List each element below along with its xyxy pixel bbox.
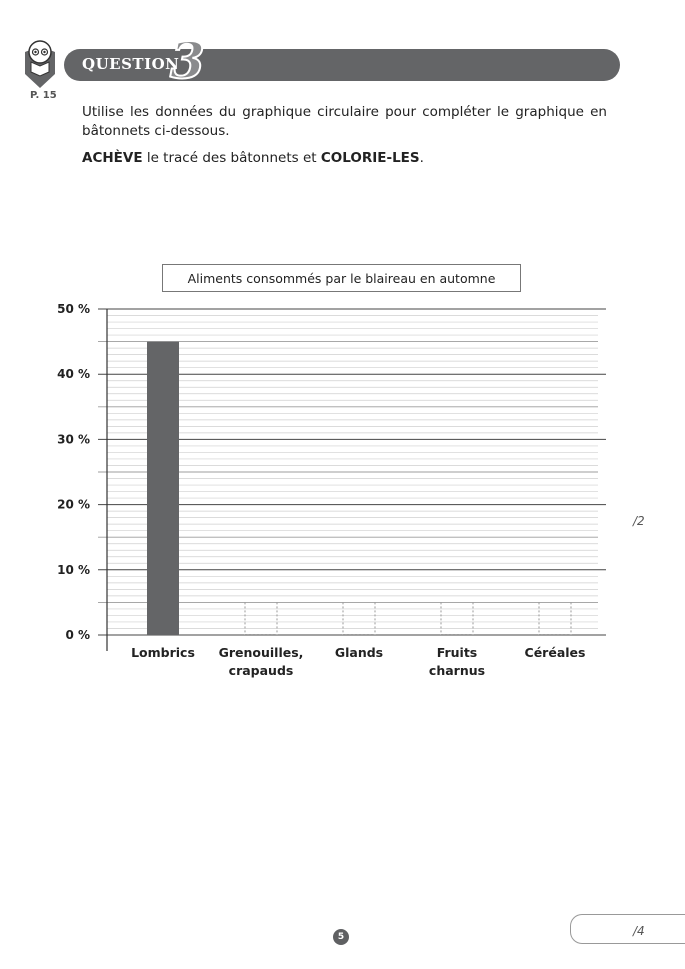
- score-question: /2: [633, 514, 645, 528]
- bar-placeholder-2: [343, 602, 375, 635]
- bar-placeholder-3: [441, 602, 473, 635]
- x-category-label: charnus: [428, 663, 486, 678]
- y-tick-label: 0 %: [65, 628, 90, 642]
- y-tick-label: 40 %: [57, 367, 90, 382]
- x-category-label: crapauds: [228, 663, 294, 678]
- score-total: /4: [633, 924, 645, 938]
- chart-title: Aliments consommés par le blaireau en automne: [162, 264, 521, 292]
- bar-0: [147, 342, 179, 635]
- instruction-text: Utilise les données du graphique circulaire pour compléter le graphique en bâtonnets ci-dessous.: [82, 104, 607, 139]
- y-tick-label: 30 %: [57, 432, 90, 447]
- y-tick-label: 10 %: [57, 562, 90, 577]
- instruction-connector: le tracé des bâtonnets et: [142, 150, 321, 166]
- x-category-label: Fruits: [436, 645, 478, 660]
- page-number: 5: [333, 929, 349, 945]
- x-category-label: Glands: [334, 645, 384, 660]
- instruction-end: .: [419, 150, 424, 166]
- score-box: [570, 914, 685, 944]
- instruction-verb-colorie: COLORIE-LES: [320, 150, 420, 166]
- bar-placeholder-1: [245, 602, 277, 635]
- x-category-label: Grenouilles,: [218, 645, 304, 660]
- instruction-verb-acheve: ACHÈVE: [82, 150, 143, 166]
- x-category-label: Lombrics: [131, 645, 195, 660]
- y-tick-label: 20 %: [57, 497, 90, 512]
- page-reference: P. 15: [30, 90, 57, 101]
- y-tick-label: 50 %: [57, 302, 90, 316]
- question-label: QUESTION: [82, 55, 180, 73]
- bar-placeholder-4: [539, 602, 571, 635]
- question-number: 3: [170, 31, 205, 90]
- x-category-label: Céréales: [524, 645, 586, 660]
